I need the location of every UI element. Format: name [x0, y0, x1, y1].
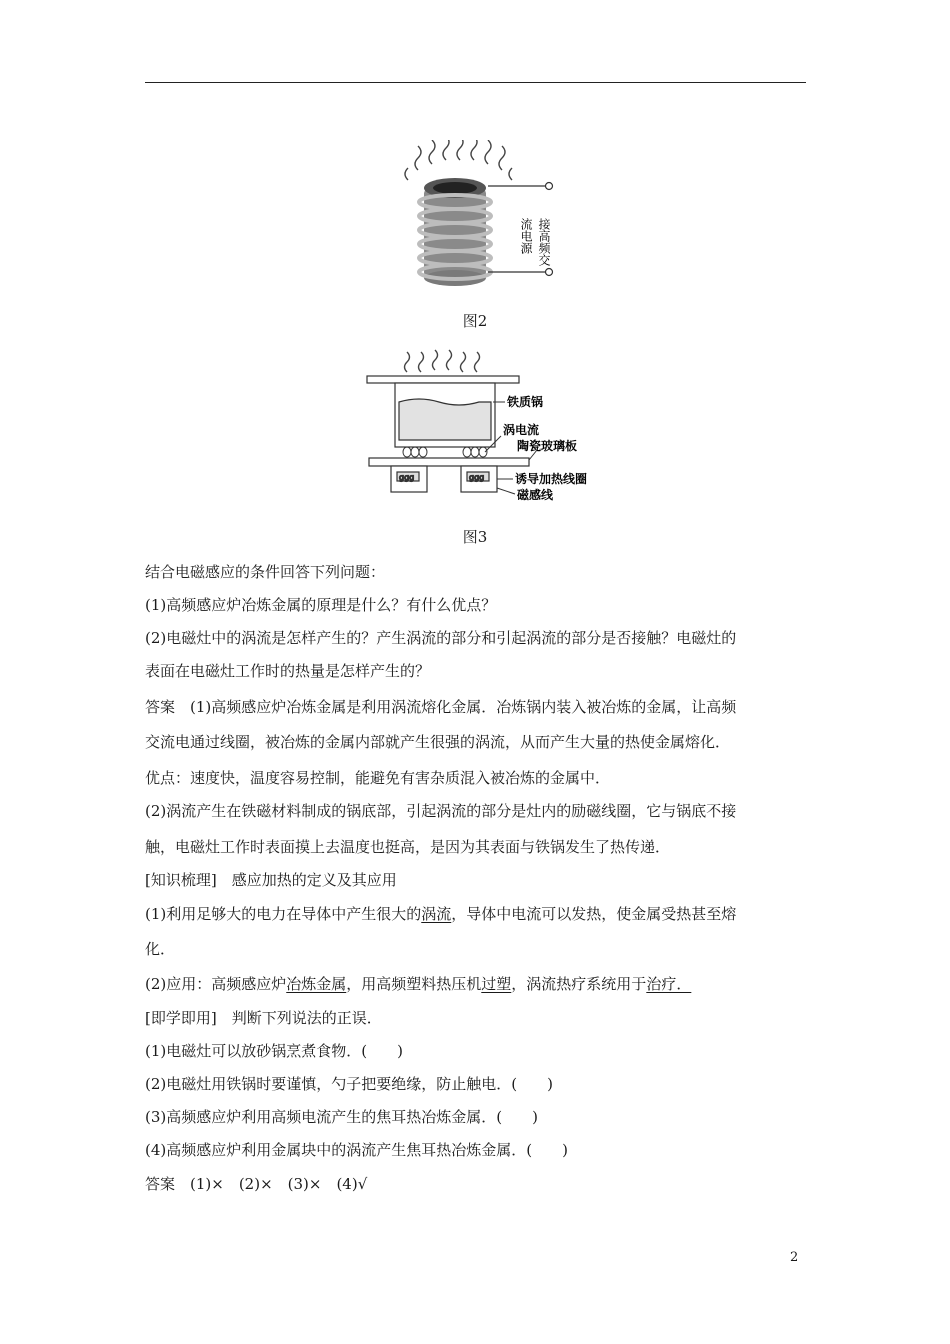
figure-3-induction-cooker: [365, 342, 595, 512]
iron-pot-icon: [367, 376, 519, 447]
k2-underlined-3: 治疗．: [646, 975, 692, 993]
figure-2-caption: 图2: [462, 312, 488, 330]
answer-1-advantages: 优点：速度快，温度容易控制，能避免有害杂质混入被冶炼的金属中．: [145, 769, 611, 787]
figure-2-induction-furnace: [380, 140, 580, 290]
k1-post: ，导体中电流可以发热，使金属受热甚至熔: [451, 905, 737, 923]
k1-underlined: 涡流: [421, 905, 452, 923]
label-eddy-current: 涡电流: [503, 423, 540, 437]
k2-underlined-2: 过塑: [481, 975, 512, 993]
answer-2-line-1: (2)涡流产生在铁磁材料制成的锅底部，引起涡流的部分是灶内的励磁线圈，它与锅底不接: [145, 802, 737, 820]
practice-item-3: (3)高频感应炉利用高频电流产生的焦耳热冶炼金属．( ): [145, 1108, 538, 1126]
label-iron-pot: 铁质锅: [507, 395, 544, 409]
page-number: 2: [790, 1250, 799, 1265]
svg-text:ggg: ggg: [399, 473, 415, 482]
practice-title: [即学即用] 判断下列说法的正误．: [145, 1009, 382, 1027]
steam-icon: [405, 350, 480, 372]
answer-2-line-2: 触，电磁灶工作时表面摸上去温度也挺高，是因为其表面与铁锅发生了热传递．: [145, 838, 671, 856]
answer-1-line-2: 交流电通过线圈，被冶炼的金属内部就产生很强的涡流，从而产生大量的热使金属熔化．: [145, 733, 731, 751]
question-1: (1)高频感应炉冶炼金属的原理是什么？有什么优点？: [145, 596, 497, 614]
heating-coil-icon: [391, 466, 497, 492]
question-2-line-2: 表面在电磁灶工作时的热量是怎样产生的？: [145, 662, 431, 680]
k2-mid-2: ，涡流热疗系统用于: [511, 975, 647, 993]
knowledge-item-1-cont: 化．: [145, 940, 176, 958]
label-magnetic-lines: 磁感线: [517, 488, 554, 502]
label-heating-coil: 诱导加热线圈: [515, 472, 588, 486]
k1-pre: (1)利用足够大的电力在导体中产生很大的: [145, 905, 422, 923]
knowledge-title: [知识梳理] 感应加热的定义及其应用: [145, 871, 397, 889]
answer-1-line-1: 答案 (1)高频感应炉冶炼金属是利用涡流熔化金属．冶炼锅内装入被冶炼的金属，让高频: [145, 698, 737, 716]
k2-underlined-1: 冶炼金属: [286, 975, 347, 993]
coil-icon: [419, 195, 491, 279]
practice-item-1: (1)电磁灶可以放砂锅烹煮食物．( ): [145, 1042, 403, 1060]
header-rule: [145, 82, 806, 83]
power-label-col1: 接高频交: [537, 218, 551, 266]
ceramic-plate: [369, 458, 529, 466]
knowledge-item-1: [145, 904, 736, 924]
svg-text:ggg: ggg: [469, 473, 485, 482]
practice-item-4: (4)高频感应炉利用金属块中的涡流产生焦耳热冶炼金属．( ): [145, 1141, 568, 1159]
eddy-current-icon: [403, 447, 487, 457]
power-label-col2: 流电源: [519, 218, 533, 254]
final-answer: 答案 (1)× (2)× (3)× (4)√: [145, 1175, 368, 1193]
heat-waves-icon: [405, 140, 512, 180]
k2-pre: (2)应用：高频感应炉: [145, 975, 287, 993]
figure-3-caption: 图3: [462, 528, 488, 546]
question-2-line-1: (2)电磁灶中的涡流是怎样产生的？产生涡流的部分和引起涡流的部分是否接触？电磁灶的: [145, 629, 737, 647]
label-ceramic-plate: 陶瓷玻璃板: [517, 439, 578, 453]
intro-text: 结合电磁感应的条件回答下列问题：: [145, 563, 386, 581]
practice-item-2: (2)电磁灶用铁锅时要谨慎，勺子把要绝缘，防止触电．( ): [145, 1075, 553, 1093]
k2-mid-1: ，用高频塑料热压机: [346, 975, 482, 993]
knowledge-item-2: [145, 974, 691, 994]
